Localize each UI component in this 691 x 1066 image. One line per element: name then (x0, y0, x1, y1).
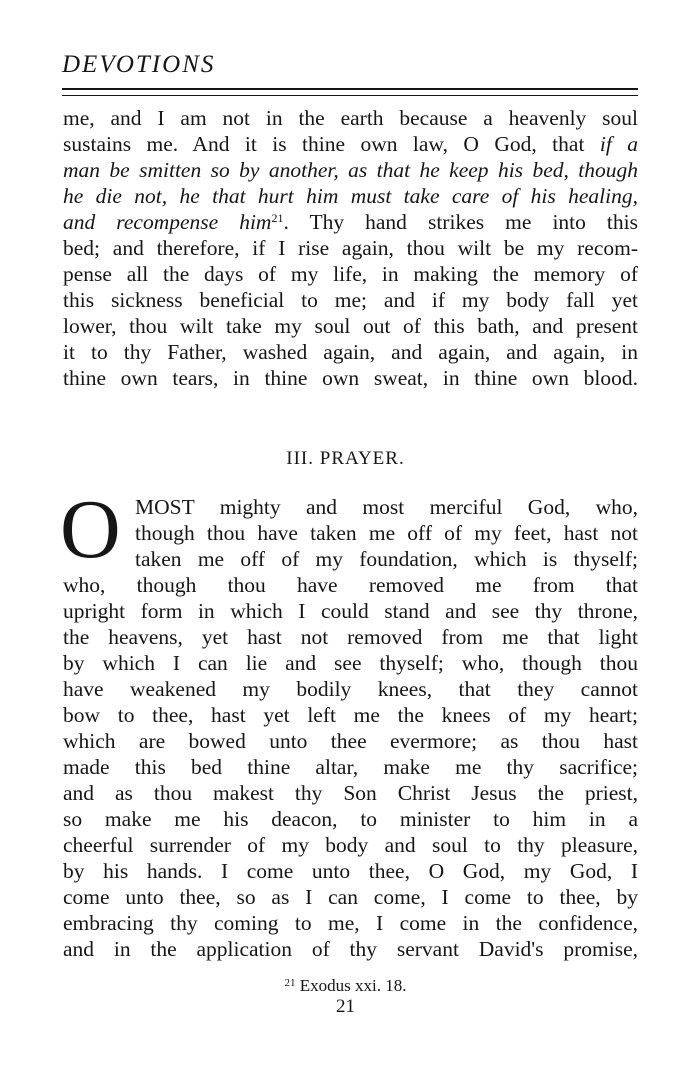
text-line: embracing thy coming to me, I come in the confidence, (63, 911, 638, 935)
text-line-italic (63, 183, 638, 209)
text-line: come unto thee, so as I can come, I come to thee, by (63, 885, 638, 909)
text-line: bow to thee, hast yet left me the knees of my heart; (63, 703, 638, 727)
text-line: MOST mighty and most merciful God, who, (135, 495, 638, 519)
prayer-indented-lines (135, 494, 638, 572)
text-line (63, 209, 638, 235)
text-line: me, and I am not in the earth because a heavenly soul (63, 106, 638, 130)
text-line: thine own tears, in thine own sweat, in thine own blood. (63, 366, 638, 390)
prayer-paragraph (63, 572, 638, 962)
text-line: taken me off of my foundation, which is thyself; (135, 547, 638, 571)
text-line: though thou have taken me off of my feet, hast not (135, 521, 638, 545)
text-line: made this bed thine altar, make me thy sacrifice; (63, 755, 638, 779)
text-line: the heavens, yet hast not removed from me that light (63, 625, 638, 649)
text-line-italic (63, 157, 638, 183)
text-line: and in the application of thy servant David's promise, (63, 937, 638, 961)
footnote (0, 972, 691, 997)
text-line (63, 131, 638, 157)
italic-quote: he die not, he that hurt him must take care of his healing, (63, 184, 638, 208)
text-line: upright form in which I could stand and see thy throne, (63, 599, 638, 623)
footnote-reference: 21 (271, 211, 284, 225)
text-line: it to thy Father, washed again, and again, and again, in (63, 340, 638, 364)
text-line: cheerful surrender of my body and soul to thy pleasure, (63, 833, 638, 857)
text-line: lower, thou wilt take my soul out of this bath, and present (63, 314, 638, 338)
italic-quote: man be smitten so by another, as that he keep his bed, though (63, 158, 638, 182)
footnote-number: 21 (284, 977, 296, 989)
text-line-roman: . Thy hand strikes me into this (283, 210, 638, 234)
text-line: have weakened my bodily knees, that they cannot (63, 677, 638, 701)
drop-cap: O (60, 483, 121, 576)
paragraph-continued (63, 105, 638, 391)
text-line: this sickness beneficial to me; and if my body fall yet (63, 288, 638, 312)
text-line: which are bowed unto thee evermore; as thou hast (63, 729, 638, 753)
text-line: bed; and therefore, if I rise again, thou wilt be my recom- (63, 236, 638, 260)
header-rule-thick (62, 88, 638, 90)
header-rule-thin (62, 95, 638, 96)
section-heading: III. PRAYER. (286, 448, 405, 469)
text-line-roman: sustains me. And it is thine own law, O God, that (63, 132, 585, 156)
page-number: 21 (336, 996, 355, 1017)
text-line: so make me his deacon, to minister to him in a (63, 807, 638, 831)
text-line: and as thou makest thy Son Christ Jesus the priest, (63, 781, 638, 805)
text-line: by which I can lie and see thyself; who, though thou (63, 651, 638, 675)
running-title: DEVOTIONS (62, 51, 216, 78)
text-line: by his hands. I come unto thee, O God, my God, I (63, 859, 638, 883)
italic-quote: and recompense him (63, 210, 272, 234)
italic-quote: if a (599, 132, 638, 156)
text-line: who, though thou have removed me from that (63, 573, 638, 597)
footnote-text: Exodus xxi. 18. (299, 976, 407, 995)
text-line: pense all the days of my life, in making the memory of (63, 262, 638, 286)
